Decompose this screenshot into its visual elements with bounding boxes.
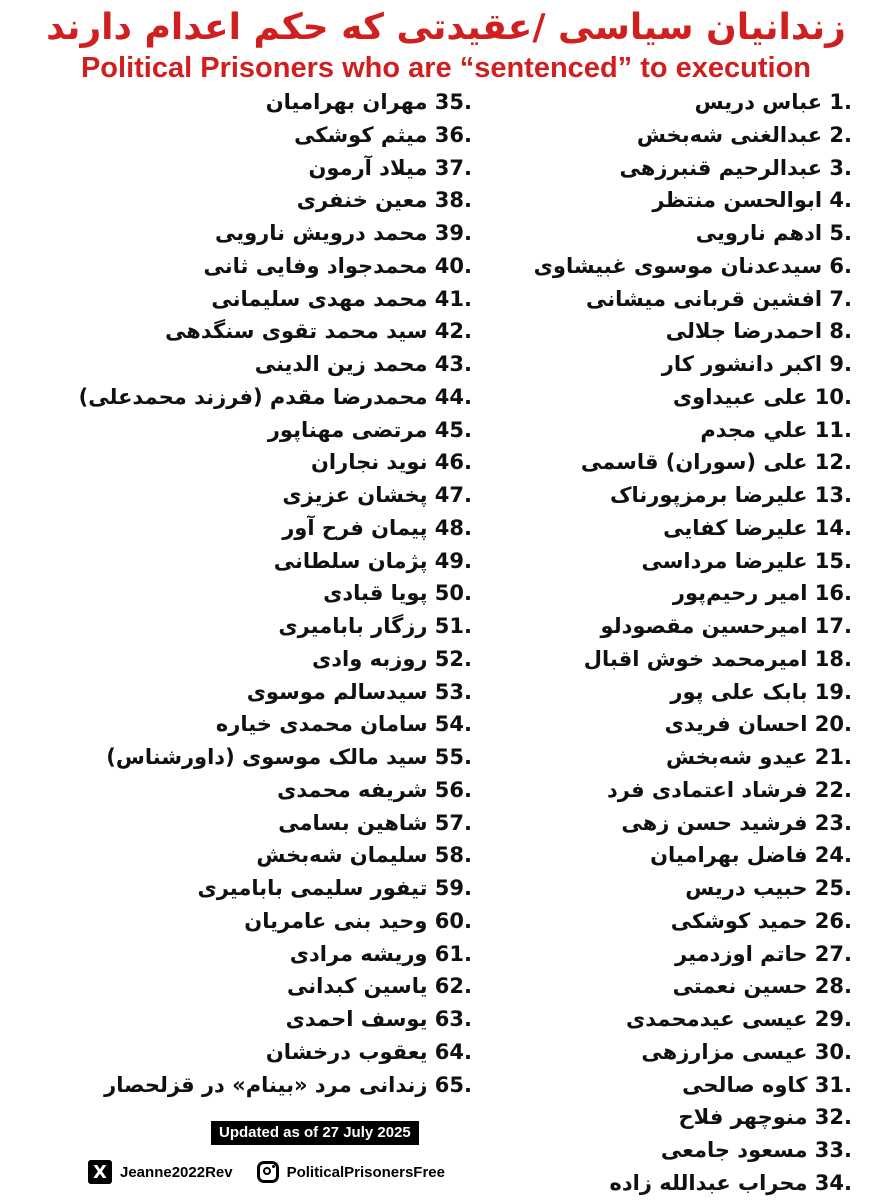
prisoner-name: فرشید حسن زهی	[621, 810, 808, 835]
prisoner-name: عیسی عیدمحمدی	[626, 1007, 808, 1031]
prisoner-list-item	[492, 807, 852, 840]
prisoner-list-item	[492, 1069, 852, 1102]
prisoner-name: عبدالرحیم قنبرزهی	[619, 155, 823, 180]
prisoner-number: 64.	[434, 1039, 472, 1064]
prisoner-list-item	[492, 1003, 852, 1036]
prisoner-list-item	[492, 741, 852, 774]
prisoner-list-item	[492, 86, 852, 119]
prisoner-number: 27.	[814, 941, 852, 966]
prisoner-number: 40.	[434, 253, 472, 278]
prisoner-name: محمد درویش نارویی	[214, 221, 428, 245]
prisoner-list-item	[72, 708, 472, 741]
prisoner-name: شریفه محمدی	[277, 777, 428, 802]
prisoner-list-item	[72, 676, 472, 709]
prisoner-list-item	[492, 610, 852, 643]
prisoner-number: 25.	[814, 876, 852, 900]
prisoner-list-item	[492, 414, 852, 447]
prisoner-name: پژمان سلطانی	[273, 548, 428, 573]
prisoner-list-item	[72, 348, 472, 381]
prisoner-number: 26.	[814, 908, 852, 933]
prisoner-name: افشین قربانی میشانی	[586, 286, 823, 311]
prisoner-number: 7.	[829, 286, 852, 311]
prisoner-list-item	[72, 512, 472, 545]
prisoner-list-item	[492, 119, 852, 152]
prisoner-name: مهران بهرامیان	[265, 90, 428, 114]
prisoner-list-item	[492, 1134, 852, 1167]
updated-date-badge: Updated as of 27 July 2025	[211, 1121, 419, 1145]
prisoner-list-item	[72, 545, 472, 578]
prisoner-name: سید محمد تقوی سنگدهی	[165, 319, 428, 344]
prisoner-list-item	[492, 381, 852, 414]
prisoner-number: 51.	[434, 614, 472, 638]
prisoner-list-item	[492, 676, 852, 709]
prisoner-number: 45.	[434, 417, 472, 442]
prisoner-list-item	[492, 512, 852, 545]
prisoner-number: 59.	[434, 876, 472, 900]
prisoner-list-item	[492, 708, 852, 741]
prisoner-number: 32.	[814, 1105, 852, 1130]
prisoner-list-item	[72, 381, 472, 414]
prisoner-number: 33.	[814, 1138, 852, 1162]
prisoner-number: 53.	[434, 679, 472, 704]
prisoner-list-item	[72, 315, 472, 348]
page-title-english: Political Prisoners who are “sentenced” to execution	[80, 52, 812, 84]
prisoner-list-item	[72, 774, 472, 807]
prisoner-list-item	[492, 577, 852, 610]
prisoner-number: 16.	[814, 581, 852, 606]
x-handle: Jeanne2022Rev	[120, 1163, 233, 1181]
prisoner-list-item	[492, 315, 852, 348]
prisoner-number: 8.	[829, 319, 852, 344]
prisoner-list-item	[72, 119, 472, 152]
prisoner-name: ابوالحسن منتظر	[652, 188, 823, 213]
prisoner-name: احسان فریدی	[664, 712, 808, 737]
prisoner-number: 23.	[814, 810, 852, 835]
prisoner-number: 13.	[814, 483, 852, 507]
prisoner-list-item	[72, 741, 472, 774]
prisoner-list-item	[492, 938, 852, 971]
prisoner-number: 56.	[434, 777, 472, 802]
prisoner-number: 50.	[434, 581, 472, 606]
prisoner-number: 20.	[814, 712, 852, 737]
prisoner-name: ادهم نارویی	[695, 221, 823, 245]
prisoner-name: وریشه مرادی	[289, 941, 428, 966]
instagram-handle: PoliticalPrisonersFree	[286, 1163, 445, 1181]
prisoner-number: 58.	[434, 843, 472, 868]
prisoner-name: منوچهر فلاح	[678, 1105, 808, 1130]
prisoner-list-item	[492, 643, 852, 676]
prisoner-number: 34.	[814, 1170, 852, 1195]
prisoner-name: علی عبیداوی	[672, 384, 808, 409]
footer	[88, 1160, 445, 1184]
prisoner-list-item	[492, 970, 852, 1003]
prisoner-list-item	[72, 1003, 472, 1036]
prisoner-name: سلیمان شه‌بخش	[256, 843, 428, 868]
prisoner-list-left	[72, 86, 472, 1101]
prisoner-number: 4.	[829, 188, 852, 213]
prisoner-number: 37.	[434, 155, 472, 180]
prisoner-number: 39.	[434, 221, 472, 245]
prisoner-name: محراب عبدالله زاده	[609, 1170, 808, 1195]
prisoner-name: محمد مهدی سلیمانی	[211, 286, 428, 311]
prisoner-name: سیدسالم موسوی	[246, 679, 428, 704]
prisoner-name: پخشان عزیزی	[282, 483, 428, 507]
prisoner-name: حمید کوشکی	[670, 908, 808, 933]
prisoner-list-item	[492, 283, 852, 316]
prisoner-name: معین خنفری	[296, 188, 428, 213]
x-logo-icon: X	[88, 1160, 112, 1184]
prisoner-number: 54.	[434, 712, 472, 737]
prisoner-number: 10.	[814, 384, 852, 409]
prisoner-list-item	[72, 250, 472, 283]
prisoner-name: کاوه صالحی	[682, 1072, 808, 1097]
prisoner-number: 15.	[814, 548, 852, 573]
prisoner-number: 17.	[814, 614, 852, 638]
prisoner-list-item	[72, 807, 472, 840]
prisoner-name: حاتم اوزدمیر	[675, 941, 808, 966]
prisoner-number: 62.	[434, 974, 472, 999]
prisoner-name: بابک علی پور	[670, 679, 808, 704]
prisoner-number: 36.	[434, 122, 472, 147]
prisoner-list-item	[492, 184, 852, 217]
prisoner-name: میلاد آرمون	[308, 155, 428, 180]
prisoner-name: مرتضی مهناپور	[267, 417, 428, 442]
prisoner-number: 61.	[434, 941, 472, 966]
prisoner-list-item	[492, 1036, 852, 1069]
prisoner-number: 24.	[814, 843, 852, 868]
prisoner-number: 63.	[434, 1007, 472, 1031]
prisoner-list-item	[72, 872, 472, 905]
prisoner-number: 11.	[814, 417, 852, 442]
prisoner-number: 46.	[434, 450, 472, 475]
prisoner-number: 48.	[434, 515, 472, 540]
prisoner-list-item	[72, 643, 472, 676]
prisoner-name: اکبر دانشور کار	[661, 352, 823, 376]
prisoner-name: یعقوب درخشان	[265, 1039, 428, 1064]
page-title-persian: زندانیان سیاسی /عقیدتی که حکم اعدام دارند	[46, 7, 846, 48]
prisoner-number: 52.	[434, 646, 472, 671]
prisoner-number: 42.	[434, 319, 472, 344]
prisoner-name: علی (سوران) قاسمی	[580, 450, 808, 475]
prisoner-number: 44.	[434, 384, 472, 409]
prisoner-number: 28.	[814, 974, 852, 999]
prisoner-list-item	[72, 283, 472, 316]
prisoner-list-item	[72, 217, 472, 250]
prisoner-list-item	[72, 1036, 472, 1069]
prisoner-name: علیرضا مرداسی	[641, 548, 808, 573]
prisoner-number: 18.	[814, 646, 852, 671]
instagram-icon	[257, 1161, 279, 1183]
prisoner-name: یاسین کبدانی	[287, 974, 428, 999]
prisoner-name: احمدرضا جلالی	[665, 319, 823, 344]
prisoner-name: حسین نعمتی	[672, 974, 808, 999]
prisoner-list-item	[492, 446, 852, 479]
prisoner-name: فاضل بهرامیان	[650, 843, 808, 868]
prisoner-list-item	[72, 86, 472, 119]
prisoner-list-item	[492, 545, 852, 578]
prisoner-list-item	[492, 250, 852, 283]
prisoner-name: سید مالک موسوی (داورشناس)	[106, 745, 428, 769]
prisoner-number: 60.	[434, 908, 472, 933]
prisoner-name: حبیب دریس	[685, 876, 808, 900]
prisoner-number: 5.	[829, 221, 852, 245]
prisoner-name: محمدرضا مقدم (فرزند محمدعلی)	[78, 384, 428, 409]
prisoner-number: 12.	[814, 450, 852, 475]
prisoner-name: فرشاد اعتمادی فرد	[607, 777, 808, 802]
prisoner-number: 43.	[434, 352, 472, 376]
prisoner-name: علیرضا کفایی	[663, 515, 808, 540]
prisoner-name: رزگار بابامیری	[278, 614, 428, 638]
prisoner-number: 6.	[829, 253, 852, 278]
prisoner-number: 55.	[434, 745, 472, 769]
prisoner-list-item	[492, 1101, 852, 1134]
prisoner-name: عباس دریس	[694, 90, 823, 114]
prisoner-name: سیدعدنان موسوی غبیشاوی	[533, 253, 823, 278]
prisoner-list-item	[72, 446, 472, 479]
prisoner-number: 22.	[814, 777, 852, 802]
prisoner-list-item	[72, 577, 472, 610]
prisoner-number: 3.	[829, 155, 852, 180]
prisoner-name: علیرضا برمزپورناک	[610, 483, 808, 507]
prisoner-name: عبدالغنی شه‌بخش	[636, 122, 823, 147]
prisoner-number: 21.	[814, 745, 852, 769]
prisoner-number: 29.	[814, 1007, 852, 1031]
prisoner-name: میثم کوشکی	[294, 122, 428, 147]
prisoner-list-item	[492, 1167, 852, 1200]
prisoner-name: امیرحسین مقصودلو	[600, 614, 808, 638]
prisoner-number: 31.	[814, 1072, 852, 1097]
prisoner-list-item	[72, 905, 472, 938]
prisoner-list-item	[492, 217, 852, 250]
prisoner-name: مسعود جامعی	[660, 1138, 808, 1162]
prisoner-name: علي مجدم	[700, 417, 808, 442]
prisoner-name: یوسف احمدی	[285, 1007, 428, 1031]
prisoner-name: محمدجواد وفایی ثانی	[203, 253, 428, 278]
prisoner-name: عیسی مزارزهی	[641, 1039, 808, 1064]
prisoner-list-item	[492, 872, 852, 905]
prisoner-list-item	[72, 970, 472, 1003]
prisoner-list-item	[72, 610, 472, 643]
prisoner-name: امیرمحمد خوش اقبال	[583, 646, 808, 671]
prisoner-name: نوید نجاران	[310, 450, 428, 475]
prisoner-name: پیمان فرح آور	[282, 515, 428, 540]
prisoner-list-item	[72, 479, 472, 512]
prisoner-number: 14.	[814, 515, 852, 540]
prisoner-name: عیدو شه‌بخش	[665, 745, 808, 769]
prisoner-list-item	[72, 184, 472, 217]
prisoner-list-item	[72, 1069, 472, 1102]
prisoner-name: محمد زین الدینی	[254, 352, 428, 376]
prisoner-number: 35.	[434, 90, 472, 114]
prisoner-list-item	[492, 839, 852, 872]
prisoner-name: روزبه وادی	[312, 646, 428, 671]
prisoner-list-item	[72, 152, 472, 185]
prisoner-list-right	[492, 86, 852, 1200]
prisoner-number: 65.	[434, 1072, 472, 1097]
prisoner-list-item	[492, 348, 852, 381]
prisoner-list-item	[492, 905, 852, 938]
prisoner-number: 57.	[434, 810, 472, 835]
prisoner-name: زندانی مرد «بینام» در قزلحصار	[104, 1072, 428, 1097]
prisoner-list-item	[72, 414, 472, 447]
prisoner-number: 2.	[829, 122, 852, 147]
prisoner-number: 41.	[434, 286, 472, 311]
prisoner-number: 47.	[434, 483, 472, 507]
prisoner-number: 9.	[829, 352, 852, 376]
prisoner-list-item	[492, 774, 852, 807]
prisoner-name: امیر رحیم‌پور	[672, 581, 808, 606]
prisoner-list-item	[492, 152, 852, 185]
prisoner-number: 49.	[434, 548, 472, 573]
prisoner-number: 19.	[814, 679, 852, 704]
prisoner-list-item	[72, 839, 472, 872]
prisoner-number: 30.	[814, 1039, 852, 1064]
prisoner-name: سامان محمدی خیاره	[215, 712, 428, 737]
prisoner-number: 38.	[434, 188, 472, 213]
prisoner-name: شاهین بسامی	[278, 810, 428, 835]
prisoner-name: تیفور سلیمی بابامیری	[197, 876, 428, 900]
prisoner-list-item	[72, 938, 472, 971]
prisoner-name: وحید بنی عامریان	[244, 908, 428, 933]
prisoner-list-item	[492, 479, 852, 512]
prisoner-name: پویا قبادی	[323, 581, 428, 606]
prisoner-number: 1.	[829, 90, 852, 114]
